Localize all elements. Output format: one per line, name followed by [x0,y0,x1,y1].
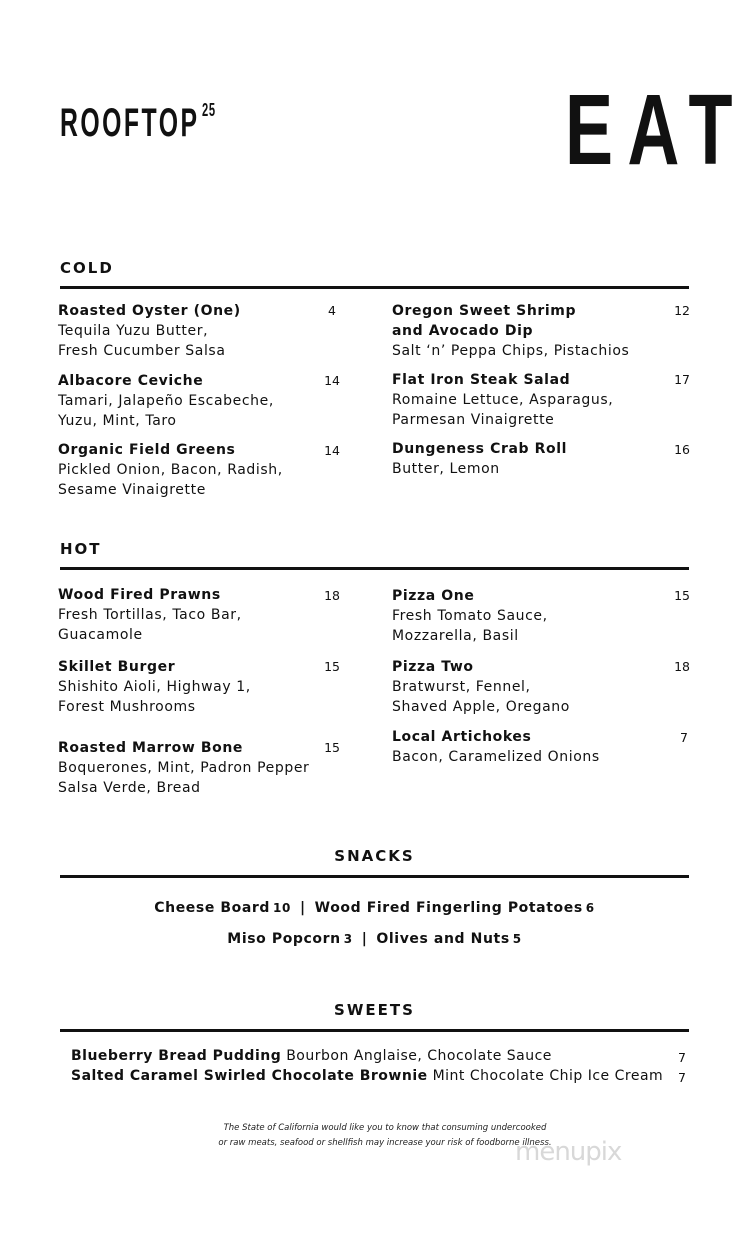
snack-name: Wood Fired Fingerling Potatoes [314,900,583,916]
item-desc: Sesame Vinaigrette [58,482,206,498]
brand-name: ROOFTOP [60,101,200,145]
item-price: 18 [674,659,690,674]
item-desc: Forest Mushrooms [58,699,196,715]
item-desc: Fresh Tortillas, Taco Bar, [58,607,242,623]
item-name: Oregon Sweet Shrimp [392,303,577,319]
menu-item [392,370,682,430]
item-desc: Romaine Lettuce, Asparagus, [392,392,614,408]
snack-price: 6 [585,901,595,915]
sweet-desc: Mint Chocolate Chip Ice Cream [432,1068,664,1084]
menu-item [392,727,682,767]
item-price: 14 [324,373,340,388]
section-title-sweets: SWEETS [334,1001,415,1019]
item-price: 17 [674,372,690,387]
sweet-desc: Bourbon Anglaise, Chocolate Sauce [286,1048,552,1064]
snack-name: Cheese Board [154,900,271,916]
snacks-line [60,931,689,947]
item-name: and Avocado Dip [392,323,534,339]
item-desc: Tequila Yuzu Butter, [58,323,209,339]
item-price: 14 [324,443,340,458]
menu-item [58,585,348,645]
item-name: Roasted Marrow Bone [58,740,244,756]
section-divider [60,875,689,878]
section-title-hot: HOT [60,540,102,558]
item-desc: Bratwurst, Fennel, [392,679,531,695]
item-name: Organic Field Greens [58,442,236,458]
menu-item [58,657,348,717]
item-name: Albacore Ceviche [58,373,204,389]
menu-item [392,301,682,361]
item-price: 16 [674,442,690,457]
snack-separator: | [361,931,368,947]
snack-separator: | [299,900,306,916]
snack-price: 5 [512,932,522,946]
snack-price: 3 [343,932,353,946]
item-desc: Mozzarella, Basil [392,628,519,644]
snack-name: Olives and Nuts [376,931,510,947]
sweet-item [71,1068,663,1084]
page-title: EAT [565,74,747,186]
item-price: 4 [328,303,336,318]
item-desc: Salsa Verde, Bread [58,780,201,796]
item-desc: Salt ‘n’ Peppa Chips, Pistachios [392,343,630,359]
menu-item [58,371,348,431]
disclaimer-line: or raw meats, seafood or shellfish may increase your risk of foodborne illness. [218,1138,552,1148]
snack-price: 10 [273,901,291,915]
item-desc: Fresh Cucumber Salsa [58,343,226,359]
item-desc: Boquerones, Mint, Padron Pepper [58,760,310,776]
section-title-snacks: SNACKS [334,847,415,865]
menu-item [392,439,682,479]
item-name: Wood Fired Prawns [58,587,221,603]
section-divider [60,567,689,570]
snack-name: Miso Popcorn [227,931,341,947]
item-name: Local Artichokes [392,729,532,745]
item-desc: Pickled Onion, Bacon, Radish, [58,462,283,478]
item-price: 15 [324,740,340,755]
section-divider [60,286,689,289]
item-desc: Yuzu, Mint, Taro [58,413,177,429]
item-desc: Guacamole [58,627,143,643]
watermark: menupix [515,1137,622,1167]
item-desc: Tamari, Jalapeño Escabeche, [58,393,274,409]
menu-item [392,586,682,646]
item-price: 7 [678,1050,686,1065]
item-price: 12 [674,303,690,318]
section-divider [60,1029,689,1032]
item-name: Pizza One [392,588,475,604]
item-price: 7 [680,730,688,745]
item-name: Roasted Oyster (One) [58,303,241,319]
item-name: Skillet Burger [58,659,176,675]
item-desc: Bacon, Caramelized Onions [392,749,600,765]
sweet-name: Blueberry Bread Pudding [71,1048,282,1064]
item-name: Flat Iron Steak Salad [392,372,571,388]
brand-logo [60,100,216,145]
item-price: 15 [674,588,690,603]
sweet-item [71,1048,552,1064]
section-title-cold: COLD [60,259,114,277]
disclaimer-line: The State of California would like you to know that consuming undercooked [223,1123,547,1133]
item-desc: Shishito Aioli, Highway 1, [58,679,251,695]
sweet-name: Salted Caramel Swirled Chocolate Brownie [71,1068,428,1084]
item-price: 18 [324,588,340,603]
menu-item [58,301,348,361]
item-name: Pizza Two [392,659,474,675]
menu-item [58,440,348,500]
item-desc: Fresh Tomato Sauce, [392,608,548,624]
item-price: 7 [678,1070,686,1085]
item-price: 15 [324,659,340,674]
menu-item [392,657,682,717]
brand-superscript: 25 [202,100,216,120]
item-name: Dungeness Crab Roll [392,441,567,457]
item-desc: Shaved Apple, Oregano [392,699,570,715]
item-desc: Parmesan Vinaigrette [392,412,555,428]
snacks-line [60,900,689,916]
item-desc: Butter, Lemon [392,461,500,477]
